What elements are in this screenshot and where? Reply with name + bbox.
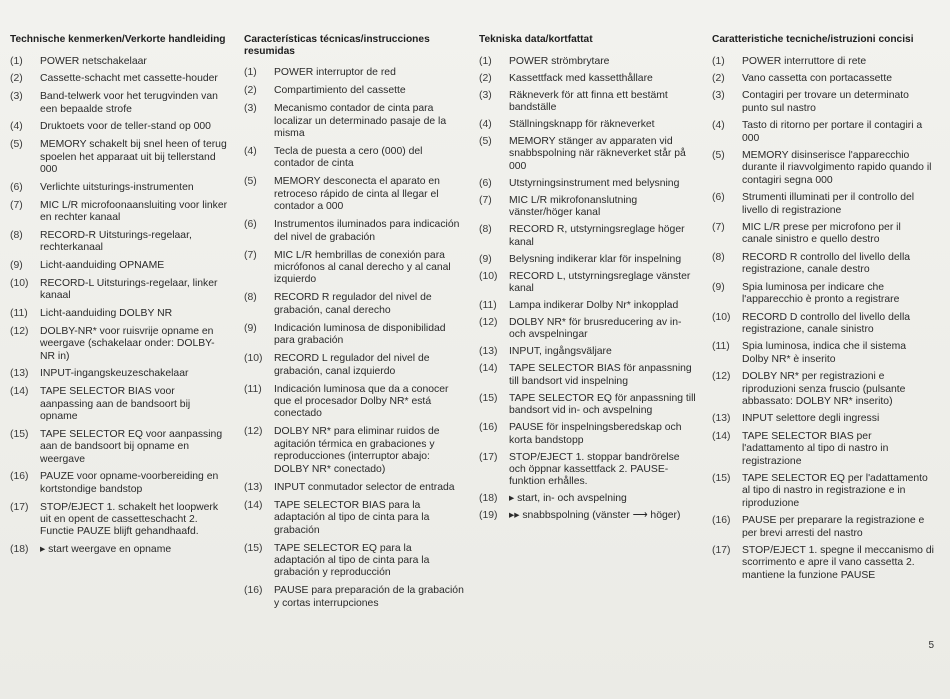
list-item	[712, 515, 934, 540]
item-number: (16)	[244, 585, 263, 597]
item-number: (11)	[244, 383, 262, 395]
list-item	[712, 371, 934, 408]
item-text: DOLBY NR* för brusreducering av in- och avspelningar	[509, 317, 682, 341]
list-item	[479, 510, 697, 522]
item-text: MEMORY desconecta el aparato en retroceso rápido de cinta al llegar el contador a 000	[274, 176, 440, 213]
list-item	[479, 422, 697, 447]
item-text: TAPE SELECTOR BIAS för anpassning till bandsort vid inspelning	[509, 363, 692, 387]
item-text: INPUT, ingångsväljare	[509, 346, 612, 358]
list-item	[712, 413, 934, 425]
list-item	[712, 150, 934, 187]
item-text: DOLBY NR* para eliminar ruidos de agitación térmica en grabaciones y reproducciones (interruptor abajo: DOLBY NR* conectado)	[274, 426, 440, 475]
list-item	[10, 56, 228, 68]
item-text: Indicación luminosa de disponibilidad para grabación	[274, 322, 446, 347]
list-item	[479, 363, 697, 388]
item-text: MEMORY disinserisce l'apparecchio durante il riavvolgimento rapido quando il contagiri segna 000	[742, 150, 932, 186]
list-item	[244, 219, 464, 244]
item-number: (9)	[479, 253, 492, 265]
item-number: (2)	[479, 72, 492, 84]
item-number: (17)	[10, 501, 29, 513]
item-text: POWER netschakelaar	[40, 55, 147, 67]
column-heading: Tekniska data/kortfattat	[479, 34, 593, 45]
item-text: DOLBY NR* per registrazioni e riproduzioni senza fruscio (pulsante abbassato: DOLBY NR* inserito)	[742, 371, 906, 407]
item-text: RECORD-L Uitsturings-regelaar, linker kanaal	[40, 277, 218, 302]
item-text: TAPE SELECTOR BIAS para la adaptación al tipo de cinta para la grabación	[274, 499, 430, 536]
item-text: Lampa indikerar Dolby Nr* inkopplad	[509, 300, 679, 312]
list-item	[10, 260, 228, 272]
item-number: (12)	[244, 426, 263, 438]
list-item	[10, 429, 228, 466]
item-number: (4)	[244, 146, 257, 157]
item-text: Strumenti illuminati per il controllo del livello di registrazione	[742, 192, 915, 216]
list-item	[479, 73, 697, 85]
item-text: Verlichte uitsturings-instrumenten	[40, 181, 194, 193]
list-item	[10, 544, 228, 556]
item-text: ▸ start, in- och avspelning	[509, 493, 627, 505]
list-item	[479, 317, 697, 342]
item-text: TAPE SELECTOR EQ para la adaptación al tipo de cinta para la grabación y reproducción	[274, 542, 430, 579]
list-item	[712, 120, 934, 145]
column-italian	[712, 34, 934, 587]
item-number: (14)	[712, 430, 731, 442]
list-item	[712, 545, 934, 582]
item-number: (12)	[479, 317, 498, 329]
item-text: STOP/EJECT 1. stoppar bandrörelse och öppnar kassettfack 2. PAUSE-funktion erhålles.	[509, 451, 680, 488]
item-text: INPUT conmutador selector de entrada	[274, 481, 455, 493]
item-number: (12)	[712, 371, 731, 383]
item-text: RECORD R, utstyrningsreglage höger kanal	[509, 224, 685, 248]
column-heading: Technische kenmerken/Verkorte handleiding	[10, 34, 226, 45]
item-text: MIC L/R mikrofonanslutning vänster/höger kanal	[509, 194, 638, 219]
list-item	[10, 91, 228, 116]
list-item	[244, 482, 464, 494]
list-item	[10, 278, 228, 303]
list-item	[10, 73, 228, 85]
list-item	[712, 431, 934, 468]
list-item	[712, 192, 934, 217]
item-text: RECORD D controllo del livello della registrazione, canale sinistro	[742, 311, 911, 335]
feature-list	[712, 56, 934, 583]
list-item	[479, 493, 697, 505]
list-item	[244, 146, 464, 171]
item-number: (14)	[244, 499, 263, 511]
list-item	[10, 182, 228, 194]
item-number: (6)	[10, 181, 23, 193]
list-item	[479, 346, 697, 358]
item-text: RECORD-R Uitsturings-regelaar, rechterkanaal	[40, 229, 192, 254]
item-number: (7)	[244, 249, 257, 261]
item-number: (2)	[10, 73, 23, 85]
item-text: MEMORY schakelt bij snel heen of terug spoelen het apparaat uit bij tellerstand 000	[40, 139, 227, 175]
list-item	[244, 500, 464, 537]
list-item	[479, 254, 697, 266]
item-text: ▸▸ snabbspolning (vänster ⟶ höger)	[509, 510, 681, 522]
item-number: (1)	[10, 55, 23, 67]
item-number: (8)	[712, 251, 725, 263]
item-text: RECORD L, utstyrningsreglage vänster kanal	[509, 270, 691, 295]
column-heading: Caratteristiche tecniche/istruzioni concisi	[712, 34, 914, 45]
list-item	[244, 384, 464, 421]
item-text: POWER interruptor de red	[274, 67, 396, 79]
item-number: (17)	[479, 451, 498, 463]
item-number: (16)	[712, 515, 731, 527]
item-text: MIC L/R microfoonaansluiting voor linker en rechter kanaal	[40, 199, 228, 223]
list-item	[10, 230, 228, 255]
item-text: Instrumentos iluminados para indicación del nivel de grabación	[274, 219, 460, 243]
item-number: (13)	[10, 368, 29, 380]
list-item	[10, 386, 228, 423]
item-number: (14)	[10, 386, 29, 398]
item-text: TAPE SELECTOR BIAS per l'adattamento al tipo di nastro in registrazione	[742, 430, 889, 467]
item-number: (6)	[712, 192, 725, 204]
item-text: TAPE SELECTOR BIAS voor aanpassing aan de bandsoort bij opname	[40, 386, 191, 423]
column-swedish	[479, 34, 697, 527]
item-number: (2)	[244, 85, 257, 97]
list-item	[244, 292, 464, 317]
item-number: (3)	[712, 90, 725, 102]
list-item	[10, 139, 228, 176]
item-number: (12)	[10, 325, 29, 337]
list-item	[10, 471, 228, 496]
item-text: INPUT selettore degli ingressi	[742, 413, 880, 425]
item-number: (9)	[712, 281, 725, 293]
item-text: INPUT-ingangskeuzeschakelaar	[40, 368, 189, 380]
feature-list	[479, 56, 697, 523]
item-number: (3)	[10, 91, 23, 103]
item-text: TAPE SELECTOR EQ för anpassning till bandsort vid in- och avspelning	[509, 392, 696, 417]
item-number: (5)	[10, 139, 23, 151]
item-number: (15)	[479, 392, 498, 404]
item-number: (18)	[479, 493, 498, 505]
item-number: (13)	[479, 346, 498, 358]
list-item	[479, 178, 697, 190]
item-number: (9)	[10, 260, 23, 271]
column-dutch	[10, 34, 228, 562]
item-text: Spia luminosa, indica che il sistema Dolby NR* è inserito	[742, 341, 907, 365]
item-number: (10)	[479, 270, 498, 282]
list-item	[244, 543, 464, 580]
list-item	[479, 195, 697, 220]
item-number: (4)	[479, 119, 492, 130]
list-item	[712, 73, 934, 85]
item-number: (15)	[244, 542, 263, 554]
list-item	[10, 121, 228, 133]
list-item	[244, 585, 464, 610]
item-number: (1)	[244, 67, 257, 79]
list-item	[244, 323, 464, 348]
list-item	[479, 56, 697, 68]
item-number: (8)	[479, 224, 492, 236]
item-text: RECORD R controllo del livello della registrazione, canale destro	[742, 251, 911, 276]
item-number: (11)	[10, 308, 28, 319]
list-item	[479, 393, 697, 418]
item-number: (10)	[10, 277, 29, 289]
list-item	[244, 85, 464, 97]
list-item	[712, 282, 934, 307]
list-item	[712, 90, 934, 115]
list-item	[10, 200, 228, 225]
item-number: (4)	[10, 121, 23, 133]
list-item	[10, 502, 228, 539]
item-text: PAUSE för inspelningsberedskap och korta bandstopp	[509, 422, 682, 446]
item-number: (16)	[10, 471, 29, 483]
list-item	[244, 176, 464, 213]
item-text: TAPE SELECTOR EQ voor aanpassing aan de bandsoort bij opname en weergave	[40, 428, 223, 465]
item-text: MEMORY stänger av apparaten vid snabbspolning när räkneverket står på 000	[509, 136, 686, 172]
column-heading: Características técnicas/instrucciones resumidas	[244, 34, 430, 57]
item-text: PAUSE para preparación de la grabación y cortas interrupciones	[274, 585, 464, 609]
list-item	[479, 136, 697, 173]
item-text: Band-telwerk voor het terugvinden van een bepaalde strofe	[40, 91, 218, 115]
item-number: (7)	[479, 194, 492, 206]
item-number: (19)	[479, 510, 498, 522]
list-item	[479, 90, 697, 115]
item-number: (10)	[244, 353, 263, 365]
item-number: (6)	[479, 177, 492, 189]
item-text: Druktoets voor de teller-stand op 000	[40, 121, 211, 133]
item-number: (13)	[244, 481, 263, 493]
item-number: (1)	[712, 55, 725, 67]
list-item	[479, 119, 697, 131]
item-number: (17)	[712, 545, 731, 556]
list-item	[244, 353, 464, 378]
list-item	[244, 250, 464, 287]
item-number: (1)	[479, 55, 492, 67]
item-text: MIC L/R hembrillas de conexión para micrófonos al canal derecho y al canal izquierdo	[274, 249, 451, 286]
item-number: (7)	[10, 199, 23, 211]
item-number: (6)	[244, 219, 257, 231]
item-text: Ställningsknapp för räkneverket	[509, 119, 655, 130]
item-number: (3)	[479, 89, 492, 101]
item-text: Mecanismo contador de cinta para localizar un determinado pasaje de la misma	[274, 103, 447, 139]
item-text: ▸ start weergave en opname	[40, 544, 172, 556]
item-text: Belysning indikerar klar för inspelning	[509, 253, 682, 265]
item-number: (4)	[712, 120, 725, 132]
item-number: (11)	[479, 300, 497, 312]
feature-list	[244, 67, 464, 610]
list-item	[10, 308, 228, 320]
page-number: 5	[928, 640, 934, 651]
item-number: (16)	[479, 422, 498, 434]
item-number: (3)	[244, 103, 257, 115]
list-item	[712, 473, 934, 510]
item-text: RECORD L regulador del nivel de grabación, canal izquierdo	[274, 353, 430, 377]
list-item	[479, 224, 697, 249]
item-number: (10)	[712, 311, 731, 323]
item-text: Compartimiento del cassette	[274, 85, 406, 97]
item-number: (15)	[712, 472, 731, 484]
list-item	[479, 271, 697, 296]
item-number: (8)	[10, 229, 23, 241]
item-number: (2)	[712, 73, 725, 84]
list-item	[712, 341, 934, 366]
item-text: Licht-aanduiding DOLBY NR	[40, 308, 173, 319]
item-text: POWER interruttore di rete	[742, 55, 867, 67]
list-item	[479, 452, 697, 489]
item-number: (11)	[712, 341, 730, 353]
list-item	[10, 368, 228, 380]
list-item	[479, 300, 697, 312]
item-text: PAUZE voor opname-voorbereiding en kortstondige bandstop	[40, 471, 219, 495]
item-text: DOLBY-NR* voor ruisvrije opname en weergave (schakelaar onder: DOLBY-NR in)	[40, 325, 215, 362]
item-text: Räkneverk för att finna ett bestämt bandställe	[509, 89, 668, 113]
item-text: Utstyrningsinstrument med belysning	[509, 177, 680, 189]
item-number: (18)	[10, 544, 29, 556]
list-item	[244, 103, 464, 140]
item-number: (14)	[479, 363, 498, 375]
item-text: TAPE SELECTOR EQ per l'adattamento al tipo di nastro in registrazione e in riproduzione	[742, 472, 928, 509]
item-text: Spia luminosa per indicare che l'apparecchio è pronto a registrare	[742, 281, 900, 306]
feature-list	[10, 56, 228, 557]
item-number: (15)	[10, 428, 29, 440]
item-text: Cassette-schacht met cassette-houder	[40, 73, 218, 85]
item-text: PAUSE per preparare la registrazione e per brevi arresti del nastro	[742, 515, 925, 539]
list-item	[244, 426, 464, 476]
item-text: RECORD R regulador del nivel de grabación, canal derecho	[274, 292, 432, 316]
item-number: (5)	[712, 150, 725, 162]
item-number: (5)	[479, 136, 492, 147]
column-spanish	[244, 34, 464, 616]
list-item	[712, 312, 934, 337]
item-text: Tasto di ritorno per portare il contagiri a 000	[742, 120, 923, 144]
item-number: (7)	[712, 222, 725, 234]
list-item	[244, 67, 464, 79]
item-text: Tecla de puesta a cero (000) del contador de cinta	[274, 146, 423, 170]
item-text: STOP/EJECT 1. schakelt het loopwerk uit en opent de cassetteschacht 2. Functie PAUZE blijft gehandhaafd.	[40, 501, 219, 538]
item-text: Vano cassetta con portacassette	[742, 73, 892, 84]
item-text: Kassettfack med kassetthållare	[509, 72, 653, 84]
list-item	[712, 252, 934, 277]
item-text: POWER strömbrytare	[509, 55, 610, 67]
item-text: Licht-aanduiding OPNAME	[40, 260, 165, 271]
item-number: (5)	[244, 176, 257, 188]
item-number: (13)	[712, 413, 731, 425]
item-number: (9)	[244, 322, 257, 334]
list-item	[712, 56, 934, 68]
list-item	[10, 326, 228, 363]
item-text: Indicación luminosa que da a conocer que el procesador Dolby NR* está conectado	[274, 383, 449, 420]
list-item	[712, 222, 934, 247]
item-text: STOP/EJECT 1. spegne il meccanismo di scorrimento e apre il vano cassetta 2. mantiene la funzione PAUSE	[742, 545, 934, 581]
item-text: Contagiri per trovare un determinato punto sul nastro	[742, 90, 909, 114]
item-text: MIC L/R prese per microfono per il canale sinistro e quello destro	[742, 222, 901, 246]
item-number: (8)	[244, 292, 257, 304]
